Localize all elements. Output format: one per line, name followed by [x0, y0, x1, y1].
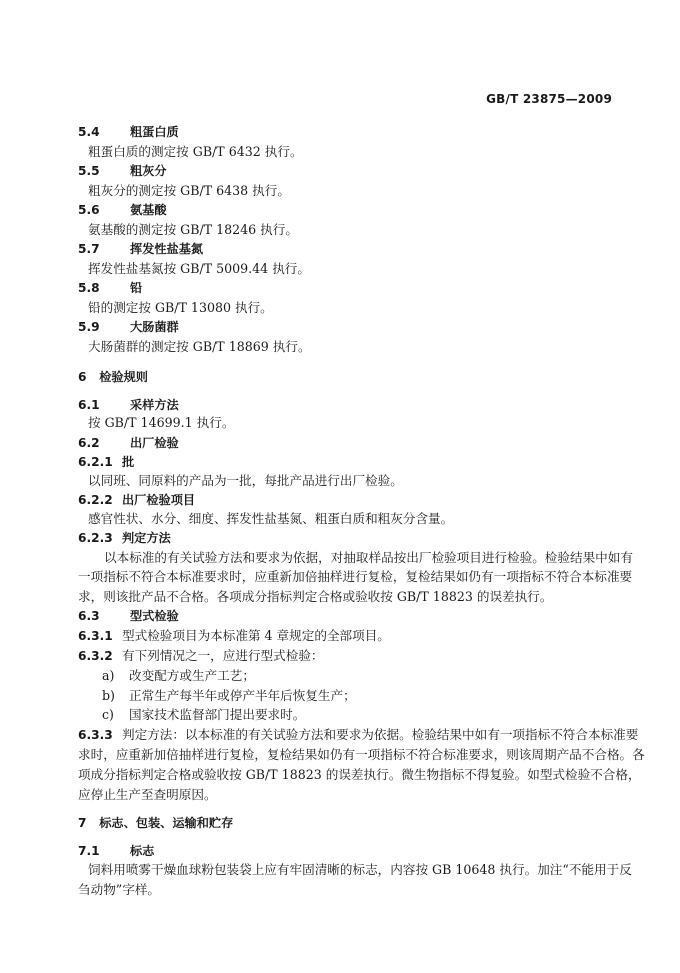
section-heading-5-7: 5.7 挥发性盐基氮	[78, 242, 204, 256]
paragraph-line: 求，则该批产品不合格。各项成分指标判定合格或验收按 GB/T 18823 的误差执行。	[78, 589, 553, 604]
section-body-5-7: 挥发性盐基氮按 GB/T 5009.44 执行。	[88, 261, 310, 276]
section-body-5-4: 粗蛋白质的测定按 GB/T 6432 执行。	[88, 144, 303, 159]
list-item: b) 正常生产每半年或停产半年后恢复生产；	[102, 688, 356, 703]
section-heading-5-8: 5.8 铅	[78, 281, 143, 295]
paragraph-line: 饲料用喷雾干燥血球粉包装袋上应有牢固清晰的标志，内容按 GB 10648 执行。加注“不能用于反	[88, 862, 632, 877]
section-heading-6-3: 6.3 型式检验	[78, 609, 179, 623]
list-item: a) 改变配方或生产工艺；	[102, 668, 255, 683]
paragraph-line: 项成分指标判定合格或验收按 GB/T 18823 的误差执行。微生物指标不得复验。如型式检验不合格，	[78, 767, 641, 782]
paragraph-line: 求时，应重新加倍抽样进行复检，复检结果如仍有一项指标不符合标准要求，则该周期产品不合格。各	[78, 747, 645, 762]
section-body-5-8: 铅的测定按 GB/T 13080 执行。	[88, 300, 273, 315]
paragraph-line: 一项指标不符合本标准要求时，应重新加倍抽样进行复检，复检结果如仍有一项指标不符合本标准要	[78, 569, 633, 584]
section-heading-6-1: 6.1 采样方法	[78, 398, 179, 412]
section-heading-6-2-3: 6.2.3 判定方法	[78, 531, 171, 545]
paragraph-line: 刍动物”字样。	[78, 882, 161, 897]
paragraph-line: 应停止生产至查明原因。	[78, 787, 217, 802]
clause-6-3-3: 6.3.3 判定方法：以本标准的有关试验方法和要求为依据。检验结果中如有一项指标不符合本标准要	[78, 727, 639, 742]
clause-6-3-1: 6.3.1 型式检验项目为本标准第 4 章规定的全部项目。	[78, 628, 390, 643]
clause-6-3-2: 6.3.2 有下列情况之一，应进行型式检验：	[78, 648, 324, 663]
section-body-5-5: 粗灰分的测定按 GB/T 6438 执行。	[88, 183, 290, 198]
section-heading-5-5: 5.5 粗灰分	[78, 164, 167, 178]
section-body-5-6: 氨基酸的测定按 GB/T 18246 执行。	[88, 222, 298, 237]
section-body-6-2-2: 感官性状、水分、细度、挥发性盐基氮、粗蛋白质和粗灰分含量。	[88, 511, 454, 526]
section-heading-5-6: 5.6 氨基酸	[78, 203, 167, 217]
chapter-6-title: 6 检验规则	[78, 370, 148, 384]
section-heading-6-2-1: 6.2.1 批	[78, 455, 135, 469]
section-heading-5-9: 5.9 大肠菌群	[78, 320, 179, 334]
section-body-6-1: 按 GB/T 14699.1 执行。	[88, 415, 235, 430]
section-body-5-9: 大肠菌群的测定按 GB/T 18869 执行。	[88, 339, 311, 354]
section-heading-5-4: 5.4 粗蛋白质	[78, 125, 179, 139]
section-heading-6-2: 6.2 出厂检验	[78, 436, 179, 450]
section-body-6-2-1: 以同班、同原料的产品为一批，每批产品进行出厂检验。	[88, 473, 403, 488]
chapter-7-title: 7 标志、包装、运输和贮存	[78, 816, 234, 830]
section-heading-6-2-2: 6.2.2 出厂检验项目	[78, 493, 196, 507]
paragraph-line: 以本标准的有关试验方法和要求为依据，对抽取样品按出厂检验项目进行检验。检验结果中如有	[104, 550, 633, 565]
section-heading-7-1: 7.1 标志	[78, 844, 155, 858]
standard-code: GB/T 23875—2009	[486, 92, 612, 106]
list-item: c) 国家技术监督部门提出要求时。	[102, 707, 306, 722]
